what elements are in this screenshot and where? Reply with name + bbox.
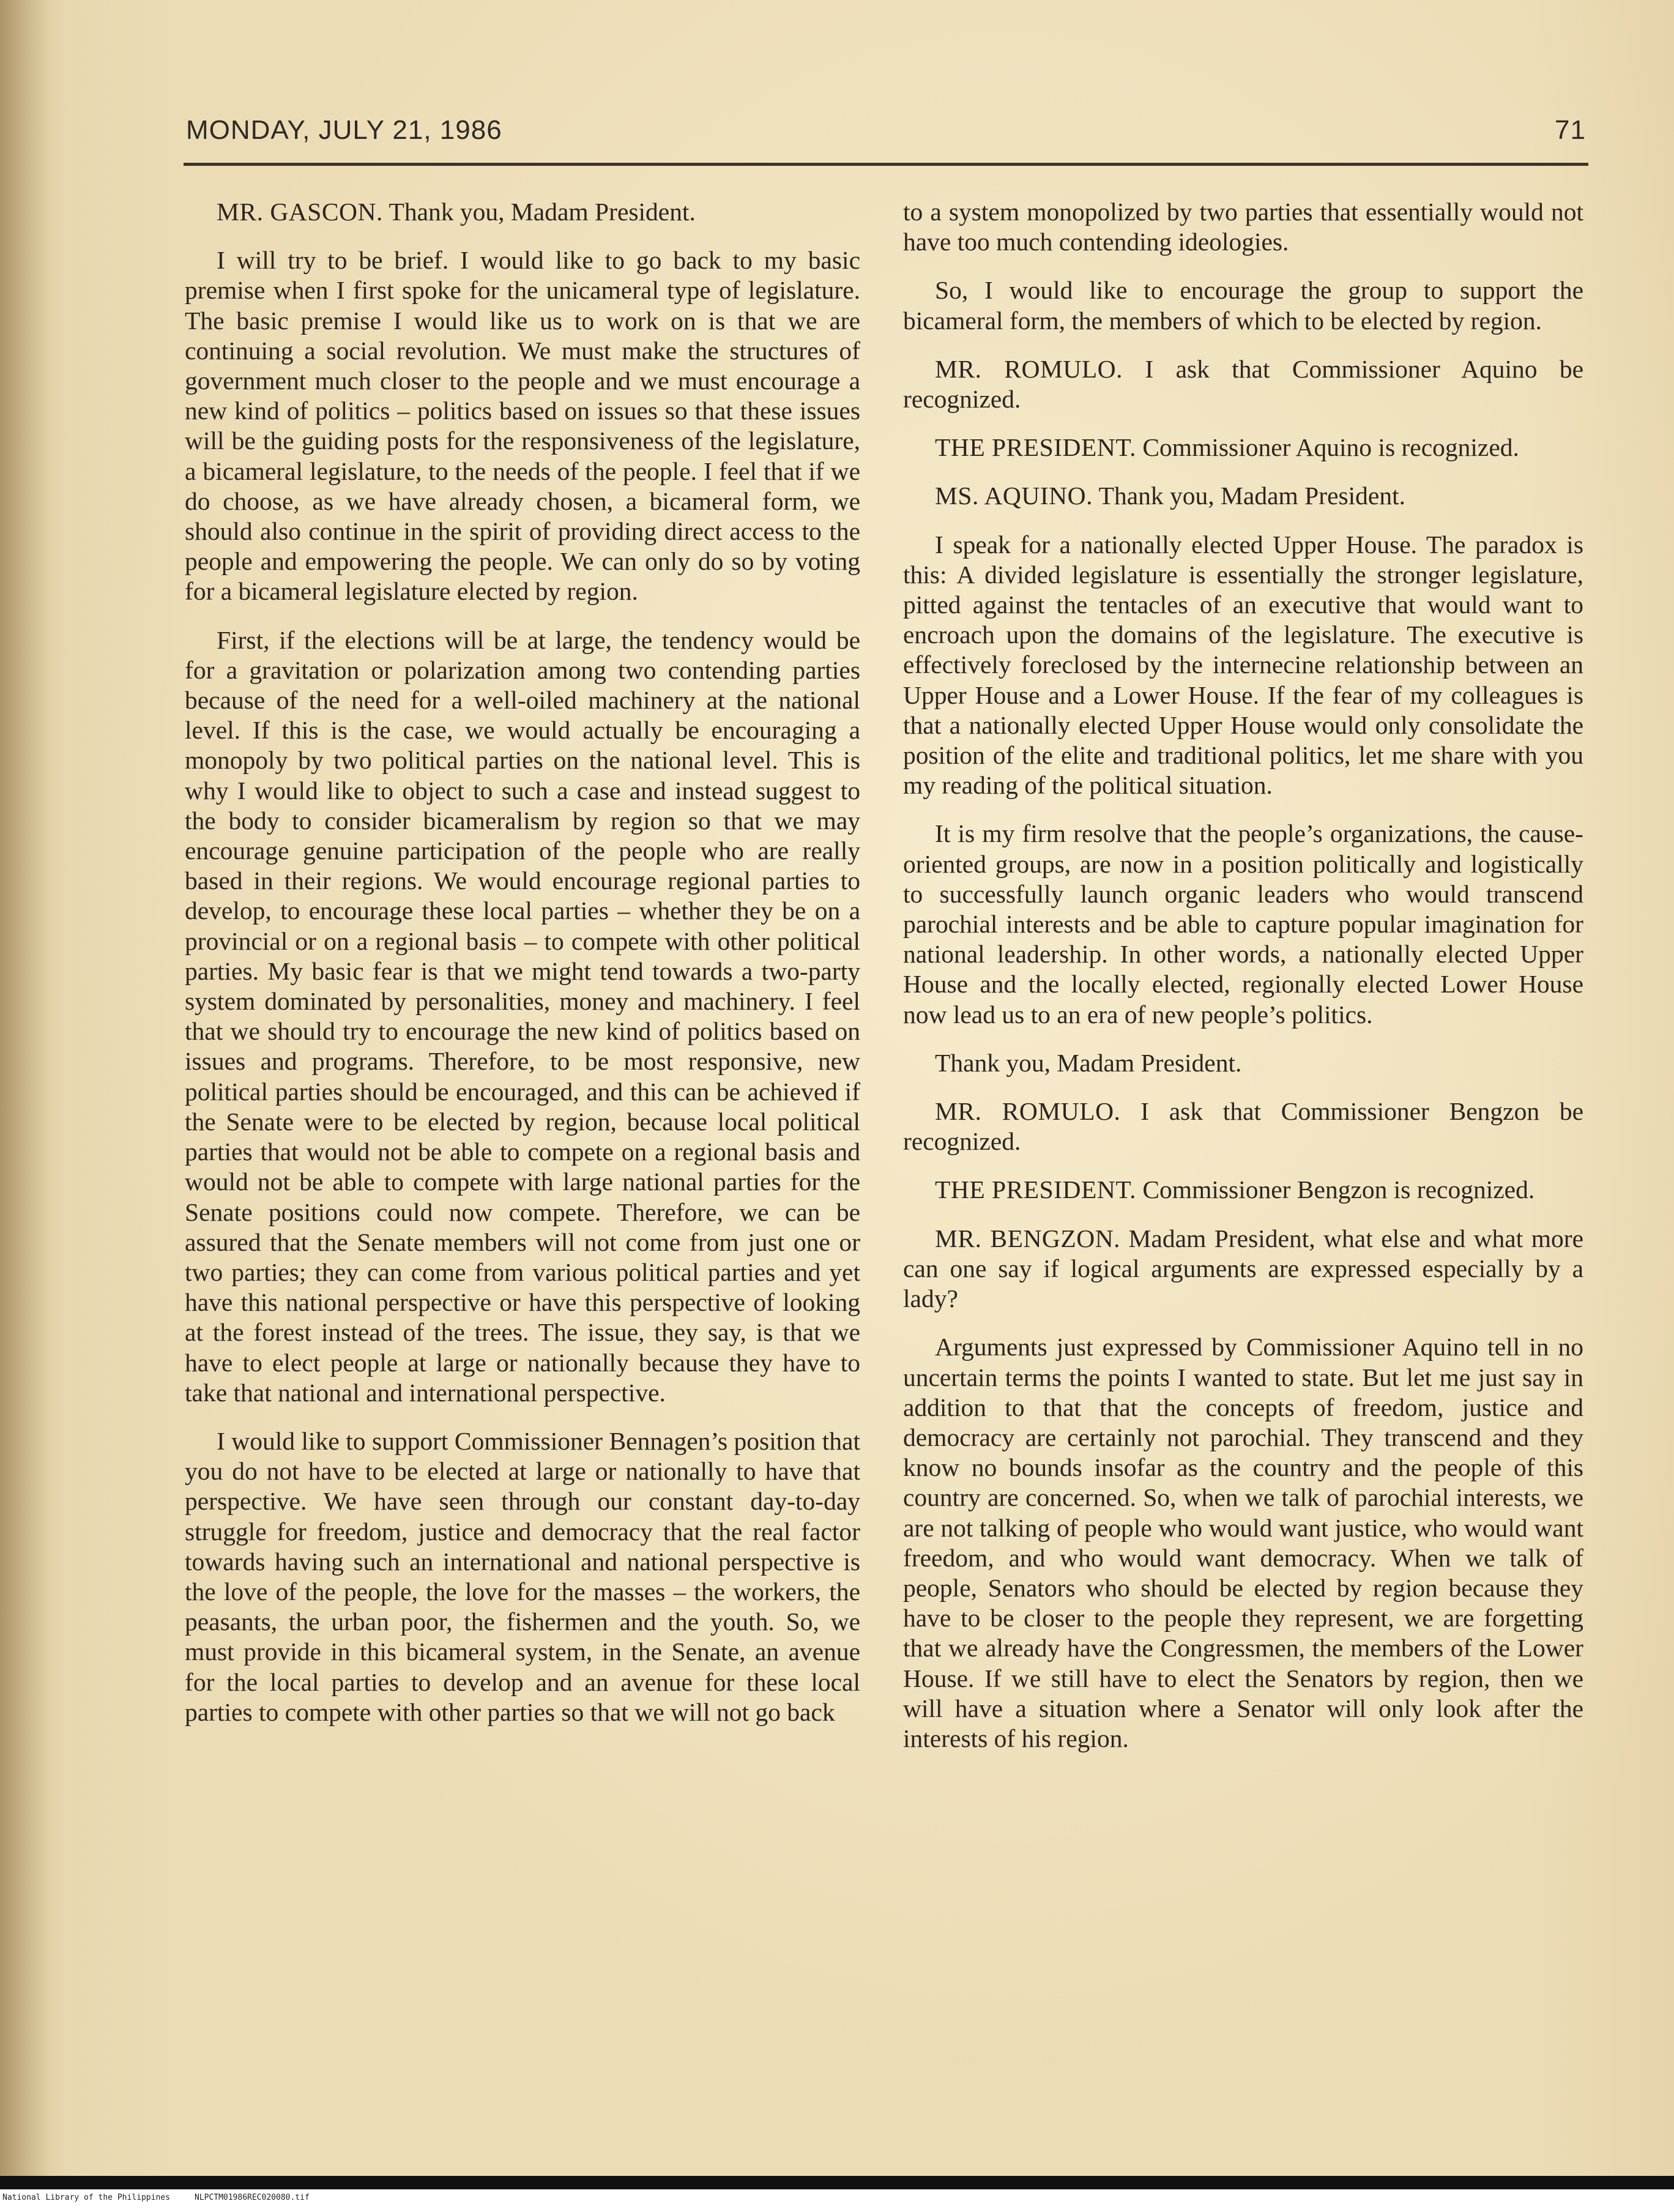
scan-footer-library: National Library of the Philippines (2, 2193, 170, 2202)
page-header (186, 110, 1587, 153)
paragraph (903, 1224, 1583, 1314)
speaker-name: MR. ROMULO. (935, 1097, 1121, 1126)
paragraph (903, 197, 1583, 257)
paragraph-text: Thank you, Madam President. (389, 198, 696, 226)
header-rule (184, 163, 1588, 166)
scan-footer-bar (0, 2176, 1674, 2212)
paragraph (903, 481, 1583, 511)
scan-footer-filename: NLPCTM01986REC020080.tif (194, 2193, 310, 2202)
paragraph (903, 1048, 1583, 1078)
paragraph-text: I speak for a nationally elected Upper House. The paradox is this: A divided legislature is essentially the stronger legislature, pitted against the tentacles of an executive that would want to encroach upon the domains of the legislature. The executive is effectively foreclosed by the internecine relationship between an Upper House and a Lower House. If the fear of my colleagues is that a nationally elected Upper House would only consolidate the position of the elite and traditional politics, let me share with you my reading of the political situation. (903, 530, 1583, 800)
speaker-name: MR. GASCON. (217, 198, 383, 226)
paragraph-text: First, if the elections will be at large, the tendency would be for a gravitation or polarization among two contending parties because of the need for a well-oiled machinery at the national level. If this is the case, we would actually be encouraging a monopoly by two political parties on the national level. This is why I would like to object to such a case and instead suggest to the body to consider bicameralism by region so that we may encourage genuine participation of the people who are really based in their regions. We would encourage regional parties to develop, to encourage these local parties – whether they be on a provincial or on a regional basis – to compete with other political parties. My basic fear is that we might tend towards a two-party system dominated by personalities, money and machinery. I feel that we should try to encourage the new kind of politics based on issues and programs. Therefore, to be most responsive, new political parties should be encouraged, and this can be achieved if the Senate were to be elected by region, because local political parties that would not be able to compete on a regional basis and would not be able to compete with large national parties for the Senate positions could now compete. Therefore, we can be assured that the Senate members will not come from just one or two parties; they can come from various political parties and yet have this national perspective or have this perspective of looking at the forest instead of the trees. The issue, they say, is that we have to elect people at large or nationally because they have to take that national and international perspective. (185, 625, 860, 1407)
paragraph (185, 245, 860, 606)
paragraph (185, 1426, 860, 1727)
paragraph-text: It is my firm resolve that the people’s organizations, the cause-oriented groups, are now in a position politically and logistically to successfully launch organic leaders who would transcend parochial interests and be able to capture popular imagination for national leadership. In other words, a nationally elected Upper House and the locally elected, regionally elected Lower House now lead us to an era of new people’s politics. (903, 819, 1583, 1029)
paragraph (903, 1175, 1583, 1205)
speaker-name: MR. BENGZON. (935, 1224, 1121, 1253)
binding-gutter-shadow (0, 0, 49, 2178)
paragraph-text: So, I would like to encourage the group to support the bicameral form, the members of which to be elected by region. (903, 276, 1583, 335)
paragraph-text: I would like to support Commissioner Bennagen’s position that you do not have to be elected at large or nationally to have that perspective. We have seen through our constant day-to-day struggle for freedom, justice and democracy that the real factor towards having such an international and national perspective is the love of the people, the love for the masses – the workers, the peasants, the urban poor, the fishermen and the youth. So, we must provide in this bicameral system, in the Senate, an avenue for the local parties to develop and an avenue for these local parties to compete with other parties so that we will not go back (185, 1426, 860, 1726)
paragraph (903, 819, 1583, 1029)
paragraph-text: I ask that Commissioner Bengzon be recognized. (903, 1097, 1584, 1156)
paragraph-text: Madam President, what else and what more can one say if logical arguments are expressed especially by a lady? (903, 1224, 1583, 1313)
header-date: MONDAY, JULY 21, 1986 (186, 115, 502, 145)
paragraph (903, 1097, 1583, 1156)
paragraph-text: Commissioner Aquino is recognized. (1142, 433, 1519, 462)
speaker-name: MR. ROMULO. (935, 354, 1123, 383)
paragraph-text: Thank you, Madam President. (935, 1048, 1242, 1077)
paragraph (903, 530, 1583, 801)
right-column (903, 197, 1583, 1772)
paragraph (903, 275, 1583, 335)
paragraph-text: I ask that Commissioner Aquino be recognized. (903, 354, 1584, 414)
left-column (185, 197, 860, 1746)
paragraph (903, 1332, 1583, 1754)
paragraph-text: Commissioner Bengzon is recognized. (1142, 1175, 1535, 1204)
paragraph (185, 197, 860, 227)
paragraph-text: I will try to be brief. I would like to go back to my basic premise when I first spoke for the unicameral type of legislature. The basic premise I would like us to work on is that we are continuing a social revolution. We must make the structures of government much closer to the people and we must encourage a new kind of politics – politics based on issues so that these issues will be the guiding posts for the responsiveness of the legislature, a bicameral legislature, to the needs of the people. I feel that if we do choose, as we have already chosen, a bicameral form, we should also continue in the spirit of providing direct access to the people and empowering the people. We can only do so by voting for a bicameral legislature elected by region. (185, 246, 860, 606)
scan-edge-line (0, 2176, 1674, 2189)
paragraph-text: to a system monopolized by two parties that essentially would not have too much contending ideologies. (903, 198, 1583, 256)
scan-footer (2, 2193, 334, 2202)
paragraph (903, 354, 1583, 414)
speaker-name: MS. AQUINO. (935, 482, 1093, 510)
paragraph (185, 625, 860, 1408)
speaker-name: THE PRESIDENT. (935, 1175, 1136, 1204)
page-number: 71 (1555, 115, 1586, 145)
paragraph (903, 433, 1583, 463)
paragraph-text: Arguments just expressed by Commissioner Aquino tell in no uncertain terms the points I wanted to state. But let me just say in addition to that that the concepts of freedom, justice and democracy are certainly not parochial. They transcend and they know no bounds insofar as the country and the people of this country are concerned. So, when we talk of parochial interests, we are not talking of people who would want justice, who would want freedom, and who would want democracy. When we talk of people, Senators who should be elected by region because they have to be closer to the people they represent, we are forgetting that we already have the Congressmen, the members of the Lower House. If we still have to elect the Senators by region, then we will have a situation where a Senator will only look after the interests of his region. (903, 1333, 1583, 1752)
speaker-name: THE PRESIDENT. (935, 433, 1136, 462)
paragraph-text: Thank you, Madam President. (1098, 482, 1406, 510)
